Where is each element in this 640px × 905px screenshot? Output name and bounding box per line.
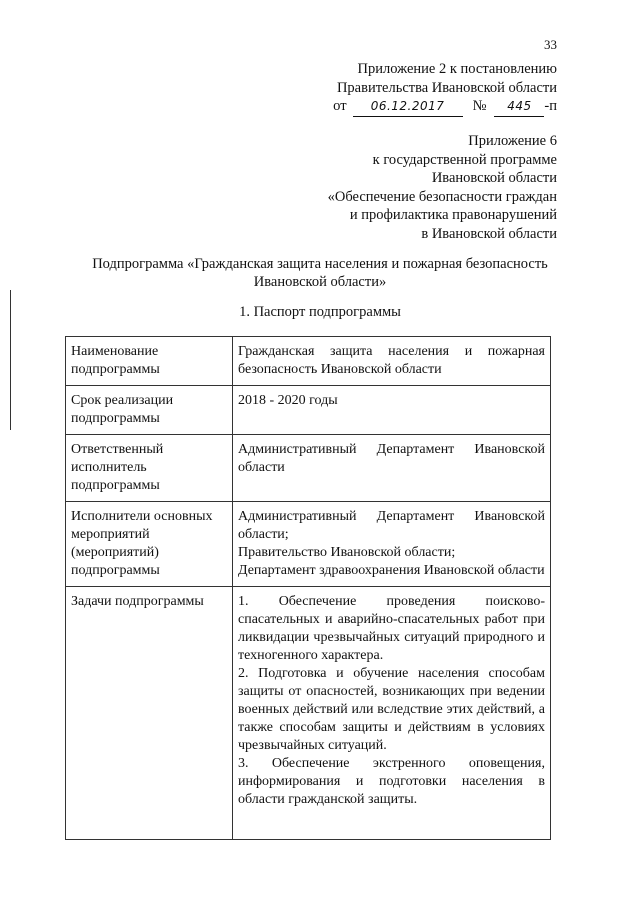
subprogram-title: Подпрограмма «Гражданская защита населения и пожарная безопасность Ивановской области» [92, 256, 548, 290]
page-number: 33 [544, 37, 557, 52]
number-label: № [472, 98, 487, 114]
row-label: Срок реализации подпрограммы [66, 386, 233, 435]
row-label: Задачи подпрограммы [66, 587, 233, 840]
row-value-line: Административный Департамент Ивановской области [238, 442, 545, 475]
table-row [66, 502, 551, 587]
row-value-line: 1. Обеспечение проведения поисково-спасательных и аварийно-спасательных работ при ликвидации чрезвычайных ситуаций природного и техногенного характера. [238, 594, 545, 663]
handwritten-number: 445 [494, 97, 544, 117]
appendix-6-header [328, 132, 557, 243]
appendix-2-line-2: Правительства Ивановской области [336, 79, 557, 96]
table-row [66, 587, 551, 840]
table-row [66, 435, 551, 502]
row-value [233, 337, 551, 386]
row-label: Ответственный исполнитель подпрограммы [66, 435, 233, 502]
appendix-6-line: в Ивановской области [421, 225, 557, 242]
table-row [66, 337, 551, 386]
scan-margin-mark [10, 290, 11, 430]
passport-table [65, 336, 551, 840]
appendix-6-line: Приложение 6 [468, 133, 557, 149]
handwritten-date: 06.12.2017 [353, 97, 463, 117]
row-value-line: Правительство Ивановской области; [238, 545, 456, 560]
row-value [233, 435, 551, 502]
appendix-6-line: и профилактика правонарушений [349, 207, 557, 223]
row-value-line: Административный Департамент Ивановской области; [238, 509, 545, 542]
appendix-6-line: «Обеспечение безопасности граждан [327, 188, 557, 205]
passport-title: 1. Паспорт подпрограммы [239, 304, 401, 320]
row-value [233, 502, 551, 587]
row-value [233, 386, 551, 435]
table-row [66, 386, 551, 435]
appendix-6-line: Ивановской области [431, 170, 557, 186]
row-value-line: 2018 - 2020 годы [238, 393, 338, 408]
row-value-line: Департамент здравоохранения Ивановской области [238, 563, 545, 578]
row-value-line: Гражданская защита населения и пожарная безопасность Ивановской области [238, 344, 545, 377]
row-label: Наименование подпрограммы [66, 337, 233, 386]
appendix-2-line-1: Приложение 2 к постановлению [357, 61, 557, 77]
appendix-2-header [333, 60, 557, 117]
ot-label: от [333, 98, 347, 114]
row-label: Исполнители основных мероприятий (мероприятий) подпрограммы [66, 502, 233, 587]
appendix-6-line: к государственной программе [372, 151, 557, 168]
row-value [233, 587, 551, 840]
number-suffix: -п [544, 98, 557, 114]
decree-date-number-line [333, 97, 557, 117]
row-value-line: 2. Подготовка и обучение населения способам защиты от опасностей, возникающих при ведении военных действий или вследствие этих действий, а также способам защиты и действиям в условиях чрезвычайных ситуаций. [238, 666, 545, 753]
row-value-line: 3. Обеспечение экстренного оповещения, информирования и подготовки населения в области гражданской защиты. [238, 756, 545, 807]
